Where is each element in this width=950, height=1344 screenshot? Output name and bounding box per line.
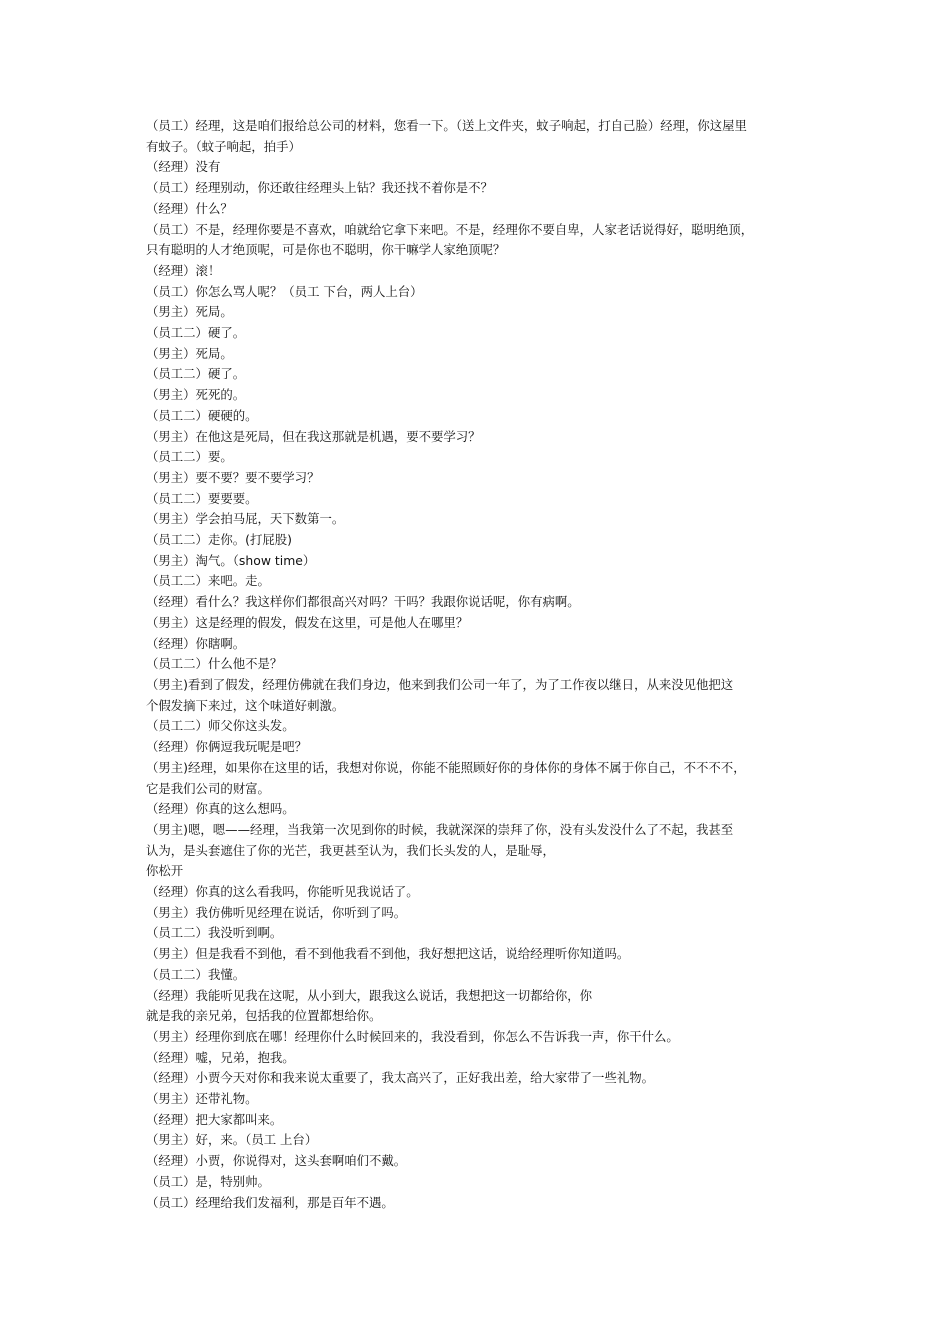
script-line: （经理）把大家都叫来。 xyxy=(146,1111,283,1127)
script-line: （员工二）硬了。 xyxy=(146,325,246,341)
document-body xyxy=(146,116,814,1213)
script-line: （经理）什么？ xyxy=(146,200,233,216)
script-line: （员工二）要要要。 xyxy=(146,490,258,506)
script-line: （男主）好，来。（员工 上台） xyxy=(146,1132,318,1148)
script-line: 有蚊子。（蚊子响起，拍手） xyxy=(146,138,301,154)
script-line: （男主）在他这是死局，但在我这那就是机遇，要不要学习？ xyxy=(146,428,481,444)
script-line: 个假发摘下来过，这个味道好刺激。 xyxy=(146,697,345,713)
script-line: （男主)嗯，嗯——经理，当我第一次见到你的时候，我就深深的崇拜了你，没有头发没什么了不起，我甚至 xyxy=(146,821,734,837)
script-line: （男主)看到了假发，经理仿佛就在我们身边，他来到我们公司一年了，为了工作夜以继日，从来没见他把这 xyxy=(146,676,734,692)
script-line: （经理）我能听见我在这呢，从小到大，跟我这么说话，我想把这一切都给你，你 xyxy=(146,987,593,1003)
script-line: （男主）死局。 xyxy=(146,304,233,320)
script-line: （经理）你瞎啊。 xyxy=(146,635,246,651)
script-line: （男主）要不要？要不要学习？ xyxy=(146,469,320,485)
script-line: （经理）小贾今天对你和我来说太重要了，我太高兴了，正好我出差，给大家带了一些礼物。 xyxy=(146,1070,655,1086)
script-line: （员工二）来吧。走。 xyxy=(146,573,270,589)
script-line: 只有聪明的人才绝顶呢，可是你也不聪明，你干嘛学人家绝顶呢？ xyxy=(146,242,506,258)
script-line: （男主）但是我看不到他，看不到他我看不到他，我好想把这话，说给经理听你知道吗。 xyxy=(146,946,630,962)
script-line: （员工二）我没听到啊。 xyxy=(146,925,283,941)
script-line: （经理）小贾，你说得对，这头套啊咱们不戴。 xyxy=(146,1153,407,1169)
script-line: 你松开 xyxy=(146,863,184,879)
script-line: （男主）死死的。 xyxy=(146,387,246,403)
script-line: （员工二）硬硬的。 xyxy=(146,407,258,423)
script-line: （员工）你怎么骂人呢？（员工 下台，两人上台） xyxy=(146,283,423,299)
script-line: （员工二）硬了。 xyxy=(146,366,246,382)
script-line: （员工二）我懂。 xyxy=(146,966,246,982)
script-line: （经理）看什么？我这样你们都很高兴对吗？干吗？我跟你说话呢，你有病啊。 xyxy=(146,594,580,610)
script-line: （男主）死局。 xyxy=(146,345,233,361)
script-line: （经理）滚！ xyxy=(146,262,221,278)
script-line: （男主)经理，如果你在这里的话，我想对你说，你能不能照顾好你的身体你的身体不属于你自己，不不不不， xyxy=(146,759,746,775)
script-line: 就是我的亲兄弟，包括我的位置都想给你。 xyxy=(146,1008,382,1024)
script-line: （男主）经理你到底在哪！经理你什么时候回来的，我没看到，你怎么不告诉我一声，你干什么。 xyxy=(146,1028,679,1044)
script-line: （经理）你真的这么想吗。 xyxy=(146,801,295,817)
script-line: （男主）我仿佛听见经理在说话，你听到了吗。 xyxy=(146,904,407,920)
script-line: （经理）你真的这么看我吗，你能听见我说话了。 xyxy=(146,884,419,900)
script-line: 它是我们公司的财富。 xyxy=(146,780,270,796)
script-line: （经理）你俩逗我玩呢是吧？ xyxy=(146,739,308,755)
script-line: （经理）没有 xyxy=(146,159,221,175)
script-line: （男主）淘气。（show time） xyxy=(146,552,316,568)
script-line: （员工）不是，经理你要是不喜欢，咱就给它拿下来吧。不是，经理你不要自卑，人家老话说得好，聪明绝顶， xyxy=(146,221,754,237)
script-line: （员工二）走你。(打屁股) xyxy=(146,532,292,548)
script-line: （员工二）要。 xyxy=(146,449,233,465)
script-line: （员工）是，特别帅。 xyxy=(146,1173,270,1189)
script-line: （员工二）什么他不是？ xyxy=(146,656,283,672)
script-line: （员工）经理，这是咱们报给总公司的材料，您看一下。（送上文件夹，蚊子响起，打自己脸）经理，你这屋里 xyxy=(146,118,747,133)
script-line: 认为，是头套遮住了你的光芒，我更甚至认为，我们长头发的人，是耻辱， xyxy=(146,842,555,858)
script-line: （男主）还带礼物。 xyxy=(146,1091,258,1107)
script-line: （经理）嘘，兄弟，抱我。 xyxy=(146,1049,295,1065)
script-line: （男主）学会拍马屁，天下数第一。 xyxy=(146,511,345,527)
script-line: （男主）这是经理的假发，假发在这里，可是他人在哪里？ xyxy=(146,614,469,630)
script-line: （员工）经理别动，你还敢往经理头上钻？我还找不着你是不？ xyxy=(146,180,493,196)
script-line: （员工）经理给我们发福利，那是百年不遇。 xyxy=(146,1194,394,1210)
script-line: （员工二）师父你这头发。 xyxy=(146,718,295,734)
